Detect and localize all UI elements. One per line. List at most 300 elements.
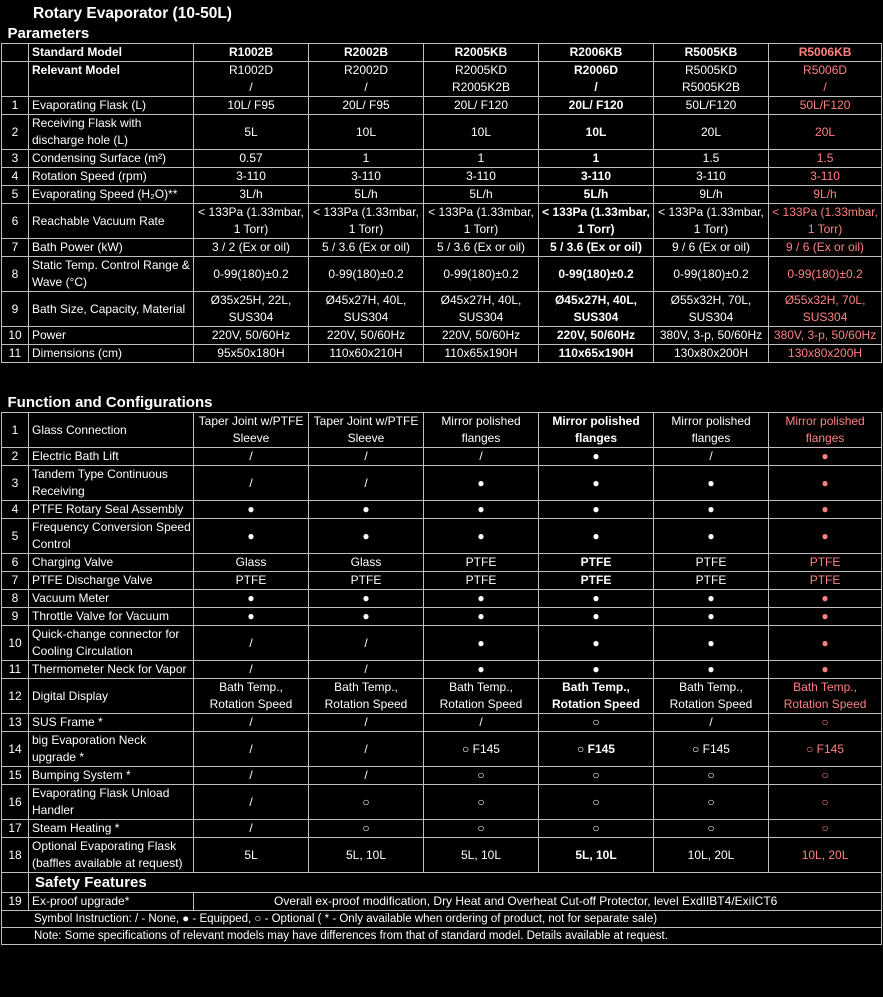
value-cell: ● — [539, 519, 654, 554]
value-cell: ● — [769, 466, 882, 501]
value-cell: PTFE — [424, 572, 539, 590]
value-cell: 0.57 — [194, 150, 309, 168]
value-cell: 1 — [309, 150, 424, 168]
value-cell: 3-110 — [769, 168, 882, 186]
value-cell: 5L — [194, 115, 309, 150]
parameter-row — [2, 204, 882, 239]
value-cell: Glass — [194, 554, 309, 572]
row-number: 8 — [2, 590, 29, 608]
value-cell: ● — [194, 590, 309, 608]
function-row — [2, 785, 882, 820]
row-label: Quick-change connector for Cooling Circulation — [29, 626, 194, 661]
value-cell: 1.5 — [769, 150, 882, 168]
row-label: Charging Valve — [29, 554, 194, 572]
value-cell: 1.5 — [654, 150, 769, 168]
value-cell: 0-99(180)±0.2 — [769, 257, 882, 292]
relevant-model-line: R2005KD — [454, 63, 508, 77]
row-label: Relevant Model — [29, 62, 194, 97]
model-name: R5006KB — [769, 44, 882, 62]
value-cell: Taper Joint w/PTFE Sleeve — [309, 413, 424, 448]
value-cell: / — [194, 448, 309, 466]
value-cell: 5L, 10L — [309, 838, 424, 873]
value-cell: 130x80x200H — [654, 345, 769, 363]
parameter-row — [2, 97, 882, 115]
relevant-model-row — [2, 62, 882, 97]
value-cell: ○ — [539, 767, 654, 785]
value-cell: / — [194, 466, 309, 501]
row-label: SUS Frame * — [29, 714, 194, 732]
relevant-model-line: / — [364, 80, 368, 94]
value-cell: / — [194, 661, 309, 679]
value-cell: Taper Joint w/PTFE Sleeve — [194, 413, 309, 448]
value-cell: < 133Pa (1.33mbar, 1 Torr) — [194, 204, 309, 239]
value-cell: / — [654, 714, 769, 732]
model-name: R2006KB — [539, 44, 654, 62]
value-cell: 5 / 3.6 (Ex or oil) — [539, 239, 654, 257]
value-cell: ● — [309, 519, 424, 554]
row-number: 16 — [2, 785, 29, 820]
value-cell: 110x60x210H — [309, 345, 424, 363]
value-cell: / — [309, 661, 424, 679]
value-cell: PTFE — [654, 554, 769, 572]
row-label: Ex-proof upgrade* — [29, 893, 194, 911]
row-number: 5 — [2, 519, 29, 554]
row-number: 7 — [2, 239, 29, 257]
parameter-row — [2, 292, 882, 327]
function-row — [2, 626, 882, 661]
spacer — [2, 363, 882, 394]
safety-value: Overall ex-proof modification, Dry Heat and Overheat Cut-off Protector, level ExdIIBT4/ExiICT6 — [194, 893, 882, 911]
row-label: Steam Heating * — [29, 820, 194, 838]
row-number: 4 — [2, 501, 29, 519]
parameter-row — [2, 327, 882, 345]
value-cell: ○ F145 — [424, 732, 539, 767]
row-number: 11 — [2, 345, 29, 363]
value-cell: / — [309, 466, 424, 501]
value-cell: ○ — [424, 820, 539, 838]
value-cell: 5L/h — [424, 186, 539, 204]
value-cell: 380V, 3-p, 50/60Hz — [769, 327, 882, 345]
value-cell: 20L/ F120 — [539, 97, 654, 115]
row-number: 1 — [2, 413, 29, 448]
value-cell: Ø45x27H, 40L, SUS304 — [309, 292, 424, 327]
row-label: Digital Display — [29, 679, 194, 714]
value-cell: 220V, 50/60Hz — [309, 327, 424, 345]
relevant-model-cell — [769, 62, 882, 97]
row-label: Bath Power (kW) — [29, 239, 194, 257]
row-label: Electric Bath Lift — [29, 448, 194, 466]
value-cell: ● — [424, 590, 539, 608]
value-cell: ○ — [654, 767, 769, 785]
value-cell: Glass — [309, 554, 424, 572]
value-cell: 5L, 10L — [539, 838, 654, 873]
value-cell: / — [309, 448, 424, 466]
section-row — [2, 393, 882, 413]
row-number: 5 — [2, 186, 29, 204]
model-name: R5005KB — [654, 44, 769, 62]
value-cell: ● — [424, 501, 539, 519]
value-cell: ● — [309, 501, 424, 519]
value-cell: ● — [654, 590, 769, 608]
value-cell: 110x65x190H — [539, 345, 654, 363]
value-cell: 1 — [424, 150, 539, 168]
value-cell: ● — [769, 519, 882, 554]
value-cell: Ø45x27H, 40L, SUS304 — [424, 292, 539, 327]
value-cell: / — [194, 820, 309, 838]
section-title: Function and Configurations — [7, 394, 213, 411]
row-number — [2, 44, 29, 62]
value-cell: ● — [309, 590, 424, 608]
value-cell: ● — [769, 501, 882, 519]
row-label: PTFE Rotary Seal Assembly — [29, 501, 194, 519]
function-row — [2, 838, 882, 873]
row-number: 1 — [2, 97, 29, 115]
row-label: Power — [29, 327, 194, 345]
value-cell: PTFE — [194, 572, 309, 590]
value-cell: ● — [769, 608, 882, 626]
row-number: 9 — [2, 292, 29, 327]
value-cell: Bath Temp., Rotation Speed — [424, 679, 539, 714]
value-cell: 5L, 10L — [424, 838, 539, 873]
function-row — [2, 448, 882, 466]
row-number: 13 — [2, 714, 29, 732]
value-cell: Ø55x32H, 70L, SUS304 — [769, 292, 882, 327]
value-cell: ● — [654, 501, 769, 519]
section-title: Safety Features — [29, 873, 882, 893]
value-cell: 50L/F120 — [654, 97, 769, 115]
parameter-row — [2, 115, 882, 150]
value-cell: Bath Temp., Rotation Speed — [309, 679, 424, 714]
model-name: R1002B — [194, 44, 309, 62]
parameter-row — [2, 345, 882, 363]
value-cell: 3-110 — [194, 168, 309, 186]
row-label: Evaporating Flask (L) — [29, 97, 194, 115]
row-number: 12 — [2, 679, 29, 714]
section-title: Parameters — [7, 25, 90, 42]
value-cell: < 133Pa (1.33mbar, 1 Torr) — [654, 204, 769, 239]
value-cell: ● — [769, 590, 882, 608]
value-cell: PTFE — [539, 572, 654, 590]
value-cell: < 133Pa (1.33mbar, 1 Torr) — [539, 204, 654, 239]
value-cell: 9L/h — [769, 186, 882, 204]
value-cell: ● — [424, 626, 539, 661]
relevant-model-cell — [194, 62, 309, 97]
value-cell: ● — [424, 608, 539, 626]
value-cell: / — [194, 785, 309, 820]
relevant-model-line: R5006D — [803, 63, 848, 77]
row-number: 3 — [2, 150, 29, 168]
relevant-model-cell — [309, 62, 424, 97]
row-label: Evaporating Flask Unload Handler — [29, 785, 194, 820]
function-row — [2, 820, 882, 838]
value-cell: Ø55x32H, 70L, SUS304 — [654, 292, 769, 327]
relevant-model-cell — [654, 62, 769, 97]
row-number: 6 — [2, 554, 29, 572]
row-label: Bath Size, Capacity, Material — [29, 292, 194, 327]
value-cell: 3-110 — [424, 168, 539, 186]
function-row — [2, 732, 882, 767]
footer-row — [2, 911, 882, 928]
value-cell: 20L — [769, 115, 882, 150]
value-cell: ○ — [539, 714, 654, 732]
value-cell: ● — [539, 466, 654, 501]
value-cell: ● — [539, 626, 654, 661]
value-cell: < 133Pa (1.33mbar, 1 Torr) — [424, 204, 539, 239]
value-cell: < 133Pa (1.33mbar, 1 Torr) — [769, 204, 882, 239]
value-cell: ● — [539, 608, 654, 626]
value-cell: Bath Temp., Rotation Speed — [539, 679, 654, 714]
value-cell: 9 / 6 (Ex or oil) — [769, 239, 882, 257]
row-label: big Evaporation Neck upgrade * — [29, 732, 194, 767]
row-number: 15 — [2, 767, 29, 785]
row-label: PTFE Discharge Valve — [29, 572, 194, 590]
row-label: Dimensions (cm) — [29, 345, 194, 363]
row-number: 14 — [2, 732, 29, 767]
value-cell: ○ F145 — [769, 732, 882, 767]
value-cell: 95x50x180H — [194, 345, 309, 363]
value-cell: ○ — [769, 714, 882, 732]
safety-row — [2, 893, 882, 911]
row-number: 9 — [2, 608, 29, 626]
value-cell: 3-110 — [654, 168, 769, 186]
function-row — [2, 501, 882, 519]
value-cell: / — [309, 767, 424, 785]
value-cell: ○ — [769, 785, 882, 820]
value-cell: 110x65x190H — [424, 345, 539, 363]
footer-symbols: Symbol Instruction: / - None, ● - Equipped, ○ - Optional ( * - Only available when ordering of product, not for separate sale) — [2, 911, 882, 928]
value-cell: ● — [654, 466, 769, 501]
parameter-row — [2, 257, 882, 292]
parameter-row — [2, 186, 882, 204]
value-cell: ● — [654, 626, 769, 661]
function-row — [2, 466, 882, 501]
value-cell: Mirror polished flanges — [769, 413, 882, 448]
value-cell: 3-110 — [309, 168, 424, 186]
relevant-model-line: R1002D — [228, 63, 274, 77]
relevant-model-line: R5005K2B — [681, 80, 741, 94]
function-row — [2, 767, 882, 785]
row-label: Condensing Surface (m²) — [29, 150, 194, 168]
value-cell: < 133Pa (1.33mbar, 1 Torr) — [309, 204, 424, 239]
value-cell: ● — [539, 448, 654, 466]
value-cell: ● — [194, 519, 309, 554]
value-cell: Mirror polished flanges — [654, 413, 769, 448]
row-number: 4 — [2, 168, 29, 186]
value-cell: ○ — [769, 820, 882, 838]
function-row — [2, 590, 882, 608]
row-label: Rotation Speed (rpm) — [29, 168, 194, 186]
row-number: 10 — [2, 626, 29, 661]
function-row — [2, 519, 882, 554]
value-cell: 0-99(180)±0.2 — [309, 257, 424, 292]
relevant-model-line: / — [249, 80, 253, 94]
row-label: Standard Model — [29, 44, 194, 62]
row-number: 17 — [2, 820, 29, 838]
value-cell: / — [309, 732, 424, 767]
function-row — [2, 714, 882, 732]
spec-table — [1, 24, 882, 945]
value-cell: 220V, 50/60Hz — [539, 327, 654, 345]
value-cell: ○ F145 — [539, 732, 654, 767]
row-label: Tandem Type Continuous Receiving — [29, 466, 194, 501]
value-cell: 380V, 3-p, 50/60Hz — [654, 327, 769, 345]
footer-note: Note: Some specifications of relevant models may have differences from that of standard model. Details available at request. — [2, 928, 882, 945]
value-cell: ○ — [424, 785, 539, 820]
row-number: 2 — [2, 115, 29, 150]
value-cell: 10L — [424, 115, 539, 150]
row-label: Glass Connection — [29, 413, 194, 448]
value-cell: 9L/h — [654, 186, 769, 204]
row-number: 11 — [2, 661, 29, 679]
function-row — [2, 572, 882, 590]
value-cell: 0-99(180)±0.2 — [194, 257, 309, 292]
parameter-row — [2, 150, 882, 168]
value-cell: 0-99(180)±0.2 — [424, 257, 539, 292]
row-number: 8 — [2, 257, 29, 292]
value-cell: ○ F145 — [654, 732, 769, 767]
value-cell: PTFE — [769, 572, 882, 590]
value-cell: Mirror polished flanges — [539, 413, 654, 448]
value-cell: / — [194, 626, 309, 661]
section-row — [2, 873, 882, 893]
value-cell: 5 / 3.6 (Ex or oil) — [424, 239, 539, 257]
relevant-model-line: / — [823, 80, 827, 94]
value-cell: 5L/h — [539, 186, 654, 204]
value-cell: / — [309, 626, 424, 661]
value-cell: Bath Temp., Rotation Speed — [769, 679, 882, 714]
value-cell: ● — [769, 448, 882, 466]
function-row — [2, 554, 882, 572]
row-label: Throttle Valve for Vacuum — [29, 608, 194, 626]
value-cell: ○ — [309, 820, 424, 838]
value-cell: / — [424, 448, 539, 466]
value-cell: ● — [539, 590, 654, 608]
row-number — [2, 62, 29, 97]
value-cell: ○ — [654, 820, 769, 838]
value-cell: 3-110 — [539, 168, 654, 186]
value-cell: ● — [424, 519, 539, 554]
function-row — [2, 661, 882, 679]
value-cell: 0-99(180)±0.2 — [539, 257, 654, 292]
value-cell: PTFE — [769, 554, 882, 572]
relevant-model-cell — [424, 62, 539, 97]
value-cell: ● — [539, 501, 654, 519]
value-cell: PTFE — [309, 572, 424, 590]
value-cell: Bath Temp., Rotation Speed — [194, 679, 309, 714]
value-cell: ○ — [539, 785, 654, 820]
standard-model-row — [2, 44, 882, 62]
function-row — [2, 413, 882, 448]
parameter-row — [2, 239, 882, 257]
row-label: Optional Evaporating Flask (baffles available at request) — [29, 838, 194, 873]
value-cell: ○ — [309, 785, 424, 820]
value-cell: 3 / 2 (Ex or oil) — [194, 239, 309, 257]
value-cell: 10L — [539, 115, 654, 150]
row-number: 6 — [2, 204, 29, 239]
relevant-model-cell — [539, 62, 654, 97]
value-cell: ● — [309, 608, 424, 626]
value-cell: / — [194, 732, 309, 767]
value-cell: 1 — [539, 150, 654, 168]
value-cell: PTFE — [654, 572, 769, 590]
value-cell: 10L — [309, 115, 424, 150]
value-cell: ● — [654, 519, 769, 554]
value-cell: ● — [654, 661, 769, 679]
value-cell: 20L/ F120 — [424, 97, 539, 115]
value-cell: / — [194, 714, 309, 732]
row-number: 10 — [2, 327, 29, 345]
value-cell: / — [424, 714, 539, 732]
value-cell: 220V, 50/60Hz — [194, 327, 309, 345]
value-cell: / — [654, 448, 769, 466]
value-cell: ● — [654, 608, 769, 626]
value-cell: 220V, 50/60Hz — [424, 327, 539, 345]
row-label: Receiving Flask with discharge hole (L) — [29, 115, 194, 150]
value-cell: 9 / 6 (Ex or oil) — [654, 239, 769, 257]
relevant-model-line: R2006D — [573, 63, 619, 77]
value-cell: ● — [539, 661, 654, 679]
value-cell: 10L/ F95 — [194, 97, 309, 115]
value-cell: ○ — [654, 785, 769, 820]
row-number — [2, 873, 29, 893]
value-cell: ● — [194, 501, 309, 519]
row-number: 19 — [2, 893, 29, 911]
row-number: 3 — [2, 466, 29, 501]
page-title: Rotary Evaporator (10-50L) — [33, 5, 232, 22]
value-cell: ○ — [424, 767, 539, 785]
value-cell: ● — [424, 661, 539, 679]
function-row — [2, 608, 882, 626]
value-cell: ● — [769, 661, 882, 679]
row-number: 2 — [2, 448, 29, 466]
value-cell: 130x80x200H — [769, 345, 882, 363]
value-cell: 50L/F120 — [769, 97, 882, 115]
footer-row — [2, 928, 882, 945]
row-label: Thermometer Neck for Vapor — [29, 661, 194, 679]
model-name: R2005KB — [424, 44, 539, 62]
row-label: Bumping System * — [29, 767, 194, 785]
value-cell: 5L/h — [309, 186, 424, 204]
value-cell: 20L/ F95 — [309, 97, 424, 115]
value-cell: ● — [194, 608, 309, 626]
value-cell: Bath Temp., Rotation Speed — [654, 679, 769, 714]
value-cell: PTFE — [539, 554, 654, 572]
row-number: 18 — [2, 838, 29, 873]
value-cell: ● — [769, 626, 882, 661]
value-cell: ○ — [769, 767, 882, 785]
relevant-model-line: R2005K2B — [451, 80, 511, 94]
value-cell: 20L — [654, 115, 769, 150]
relevant-model-line: R5005KD — [684, 63, 738, 77]
value-cell: Mirror polished flanges — [424, 413, 539, 448]
function-row — [2, 679, 882, 714]
value-cell: PTFE — [424, 554, 539, 572]
row-number: 7 — [2, 572, 29, 590]
value-cell: 5 / 3.6 (Ex or oil) — [309, 239, 424, 257]
value-cell: 5L — [194, 838, 309, 873]
model-name: R2002B — [309, 44, 424, 62]
value-cell: Ø45x27H, 40L, SUS304 — [539, 292, 654, 327]
relevant-model-line: / — [594, 80, 598, 94]
value-cell: / — [309, 714, 424, 732]
row-label: Vacuum Meter — [29, 590, 194, 608]
value-cell: ○ — [539, 820, 654, 838]
value-cell: 3L/h — [194, 186, 309, 204]
value-cell: / — [194, 767, 309, 785]
row-label: Frequency Conversion Speed Control — [29, 519, 194, 554]
value-cell: 0-99(180)±0.2 — [654, 257, 769, 292]
value-cell: ● — [424, 466, 539, 501]
